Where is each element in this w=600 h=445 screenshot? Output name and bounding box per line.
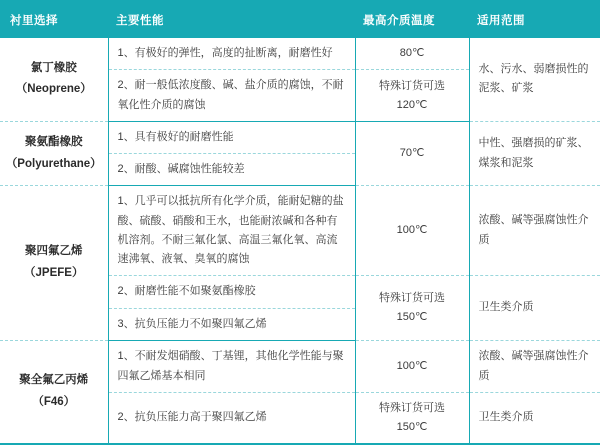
- temperature-note: 特殊订货可选: [379, 402, 445, 415]
- scope-cell: 水、污水、弱磨损性的泥浆、矿浆: [469, 38, 600, 121]
- table-row: [0, 121, 600, 153]
- temperature-cell: 70℃: [355, 121, 469, 186]
- performance-cell: 2、耐酸、碱腐蚀性能较差: [108, 154, 355, 186]
- table-row: [0, 38, 600, 70]
- material-name-en: （Neoprene）: [15, 83, 92, 96]
- performance-cell: 1、具有极好的耐磨性能: [108, 121, 355, 153]
- material-name-en: （JPEFE）: [24, 267, 84, 279]
- material-cell-jpefe: [0, 186, 108, 341]
- table-body: [0, 38, 600, 444]
- performance-cell: 2、耐一般低浓度酸、碱、盐介质的腐蚀，不耐氧化性介质的腐蚀: [108, 70, 355, 122]
- temperature-cell: [355, 276, 469, 341]
- scope-cell: 浓酸、碱等强腐蚀性介质: [469, 340, 600, 393]
- material-name-en: （F46）: [32, 395, 76, 408]
- column-header-max-temperature: 最高介质温度: [355, 1, 469, 38]
- temperature-cell: 100℃: [355, 186, 469, 276]
- temperature-cell: 80℃: [355, 38, 469, 70]
- performance-cell: 3、抗负压能力不如聚四氟乙烯: [108, 308, 355, 340]
- table-row: [0, 340, 600, 393]
- material-name-cn: 聚氨酯橡胶: [25, 135, 83, 148]
- scope-cell: 中性、强磨损的矿浆、煤浆和泥浆: [469, 121, 600, 186]
- material-name-cn: 聚全氟乙丙烯: [19, 373, 89, 386]
- scope-cell: 浓酸、碱等强腐蚀性介质: [469, 186, 600, 276]
- temperature-value: 150℃: [396, 421, 428, 434]
- table-header-row: [0, 1, 600, 38]
- table-header: [0, 1, 600, 38]
- material-name-en: （Polyurethane）: [5, 157, 102, 170]
- table-row: [0, 186, 600, 276]
- column-header-lining: 衬里选择: [0, 1, 108, 38]
- performance-cell: 1、不耐发烟硝酸、丁基锂，其他化学性能与聚四氟乙烯基本相同: [108, 340, 355, 393]
- material-cell-f46: [0, 340, 108, 443]
- temperature-cell: [355, 70, 469, 122]
- column-header-performance: 主要性能: [108, 1, 355, 38]
- scope-cell: 卫生类介质: [478, 411, 534, 424]
- performance-cell: 1、有极好的弹性，高度的扯断离，耐磨性好: [108, 38, 355, 70]
- performance-cell: 1、几乎可以抵抗所有化学介质，能耐妃糖的盐酸、硫酸、硝酸和王水，也能耐浓碱和各种有机溶剂。不耐三氟化氯、高温三氟化氧、高流速沸氧、液氧、臭氧的腐蚀: [108, 186, 355, 276]
- material-name-cn: 聚四氟乙烯: [25, 245, 83, 258]
- temperature-cell: 100℃: [355, 340, 469, 393]
- scope-cell: 卫生类介质: [469, 276, 600, 341]
- material-name-cn: 氯丁橡胶: [30, 61, 77, 74]
- performance-cell: 2、耐磨性能不如聚氨酯橡胶: [108, 276, 355, 308]
- temperature-value: 150℃: [396, 311, 428, 323]
- temperature-note: 特殊订货可选: [379, 292, 445, 305]
- material-cell-polyurethane: [0, 121, 108, 186]
- material-cell-neoprene: [0, 38, 108, 121]
- temperature-note: 特殊订货可选: [379, 79, 445, 92]
- performance-cell: 2、抗负压能力高于聚四氟乙烯: [108, 393, 355, 444]
- temperature-cell: [355, 393, 469, 444]
- temperature-value: 120℃: [396, 98, 428, 111]
- column-header-application-scope: 适用范围: [469, 1, 600, 38]
